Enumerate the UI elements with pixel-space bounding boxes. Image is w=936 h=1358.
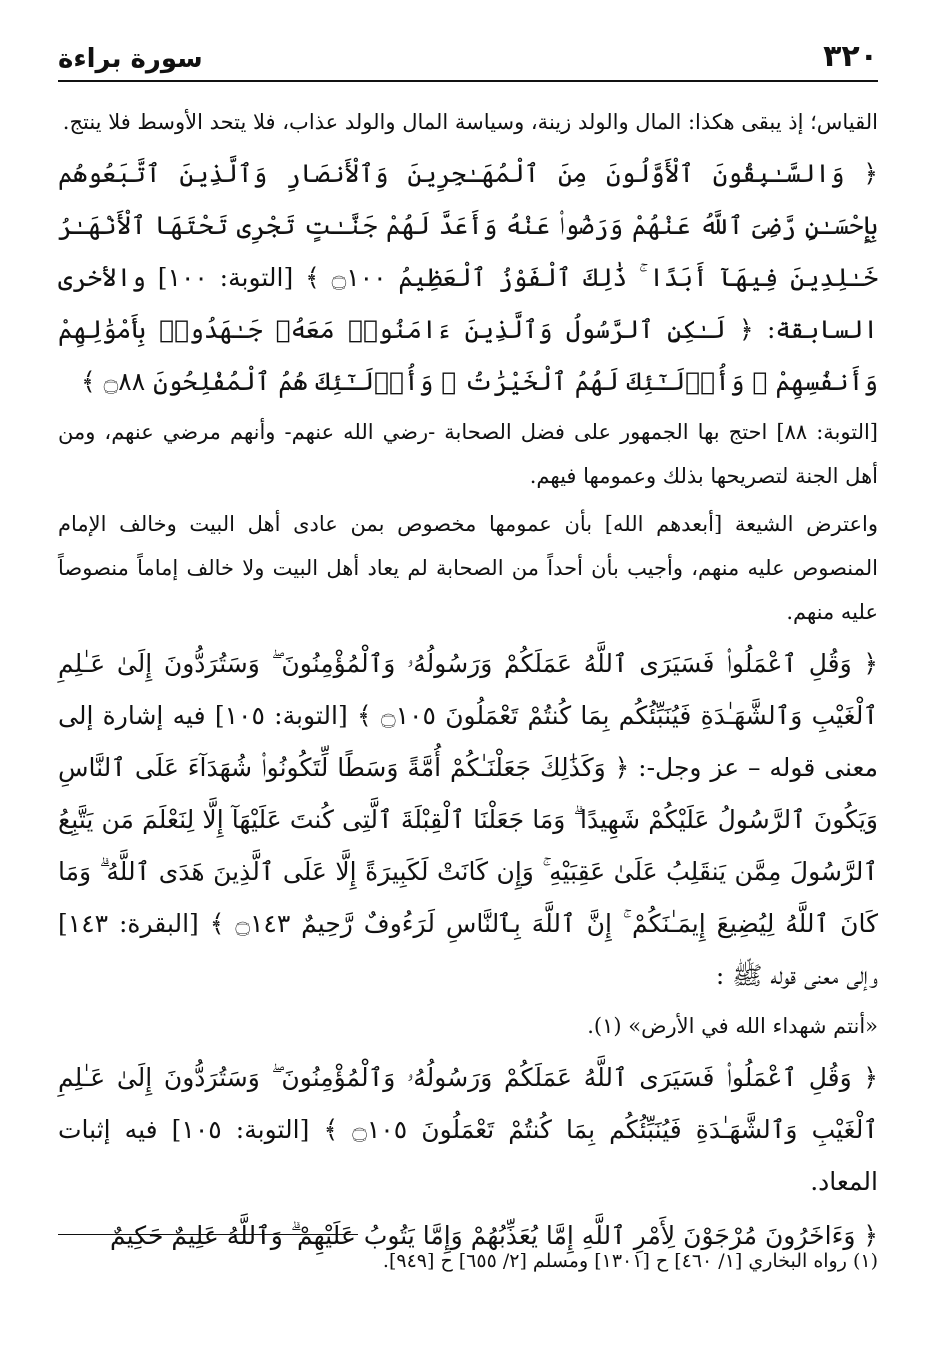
- quran-verse-paragraph: ﴿ وَقُلِ ٱعْمَلُوا۟ فَسَيَرَى ٱللَّهُ عَمَلَكُمْ وَرَسُولُهُۥ وَٱلْمُؤْمِنُونَ ۖ وَسَتُرَدُّونَ إِلَىٰ عَـٰلِمِ ٱلْغَيْبِ وَٱلشَّهَـٰدَةِ فَيُنَبِّئُكُم بِمَا كُنتُمْ تَعْمَلُونَ ۝١٠٥ ﴾ [التوبة: ١٠٥] فيه إثبات المعاد.: [58, 1063, 878, 1196]
- quran-verse-paragraph: ﴿ وَالسَّـٰبِقُونَ ٱلْأَوَّلُونَ مِنَ ٱلْمُهَـٰجِرِينَ وَٱلْأَنصَارِ وَٱلَّذِينَ ٱتَّبَعُوهُم بِإِحْسَـٰنٍ رَّضِىَ ٱللَّهُ عَنْهُمْ وَرَضُوا۟ عَنْهُ وَأَعَدَّ لَهُمْ جَنَّـٰتٍ تَجْرِى تَحْتَهَا ٱلْأَنْهَـٰرُ خَـٰلِدِينَ فِيهَآ أَبَدًا ۚ ذَٰلِكَ ٱلْفَوْزُ ٱلْعَظِيمُ ۝١٠٠ ﴾ [التوبة: ١٠٠] والأخرى السابقة: ﴿ لَـٰكِنِ ٱلرَّسُولُ وَٱلَّذِينَ ءَامَنُوا۟ مَعَهُۥ جَـٰهَدُوا۟ بِأَمْوَٰلِهِمْ وَأَنفُسِهِمْ ۚ وَأُو۟لَـٰٓئِكَ لَهُمُ ٱلْخَيْرَٰتُ ۖ وَأُو۟لَـٰٓئِكَ هُمُ ٱلْمُفْلِحُونَ ۝٨٨ ﴾: [58, 159, 878, 396]
- footnote-divider: [58, 1234, 358, 1235]
- page-number: ٣٢٠: [823, 39, 878, 74]
- prose-paragraph: واعترض الشيعة [أبعدهم الله] بأن عمومها مخصوص بمن عادى أهل البيت وخالف الإمام المنصوص عليه منهم، وأجيب بأن أحداً من الصحابة لم يعاد أهل البيت ولا خالف إماماً منصوصاً عليه منهم.: [58, 512, 878, 624]
- page-header: [58, 30, 878, 82]
- prose-paragraph: القياس؛ إذ يبقى هكذا: المال والولد زينة، وسياسة المال والولد عذاب، فلا يتحد الأوسط فلا ينتج.: [62, 110, 878, 134]
- quran-verse-paragraph: ﴿ وَءَاخَرُونَ مُرْجَوْنَ لِأَمْرِ ٱللَّهِ إِمَّا يُعَذِّبُهُمْ وَإِمَّا يَتُوبُ عَلَيْهِمْ ۗ وَٱللَّهُ عَلِيمٌ حَكِيمٌ: [110, 1221, 878, 1250]
- hadith-quote: «أنتم شهداء الله في الأرض» (١).: [587, 1014, 878, 1038]
- book-page: [58, 30, 878, 1264]
- footnote: (١) رواه البخاري [١/ ٤٦٠] ح [١٣٠١] ومسلم [٢/ ٦٥٥] ح [٩٤٩].: [382, 1250, 878, 1272]
- quran-verse-paragraph: ﴿ وَقُلِ ٱعْمَلُوا۟ فَسَيَرَى ٱللَّهُ عَمَلَكُمْ وَرَسُولُهُۥ وَٱلْمُؤْمِنُونَ ۖ وَسَتُرَدُّونَ إِلَىٰ عَـٰلِمِ ٱلْغَيْبِ وَٱلشَّهَـٰدَةِ فَيُنَبِّئُكُم بِمَا كُنتُمْ تَعْمَلُونَ ۝١٠٥ ﴾ [التوبة: ١٠٥] فيه إشارة إلى معنى قوله – عز وجل-: ﴿ وَكَذَٰلِكَ جَعَلْنَـٰكُمْ أُمَّةً وَسَطًا لِّتَكُونُوا۟ شُهَدَآءَ عَلَى ٱلنَّاسِ وَيَكُونَ ٱلرَّسُولُ عَلَيْكُمْ شَهِيدًا ۗ وَمَا جَعَلْنَا ٱلْقِبْلَةَ ٱلَّتِى كُنتَ عَلَيْهَآ إِلَّا لِنَعْلَمَ مَن يَتَّبِعُ ٱلرَّسُولَ مِمَّن يَنقَلِبُ عَلَىٰ عَقِبَيْهِ ۚ وَإِن كَانَتْ لَكَبِيرَةً إِلَّا عَلَى ٱلَّذِينَ هَدَى ٱللَّهُ ۗ وَمَا كَانَ ٱللَّهُ لِيُضِيعَ إِيمَـٰنَكُمْ ۚ إِنَّ ٱللَّهَ بِٱلنَّاسِ لَرَءُوفٌ رَّحِيمٌ ۝١٤٣ ﴾ [البقرة: ١٤٣] وإلى معنى قوله ﷺ :: [58, 649, 878, 990]
- page-body: [58, 100, 878, 1262]
- surah-name: سورة براءة: [58, 44, 203, 74]
- prose-paragraph: [التوبة: ٨٨] احتج بها الجمهور على فضل الصحابة -رضي الله عنهم- وأنهم مرضي عنهم، ومن أهل الجنة لتصريحها بذلك وعمومها فيهم.: [58, 420, 878, 488]
